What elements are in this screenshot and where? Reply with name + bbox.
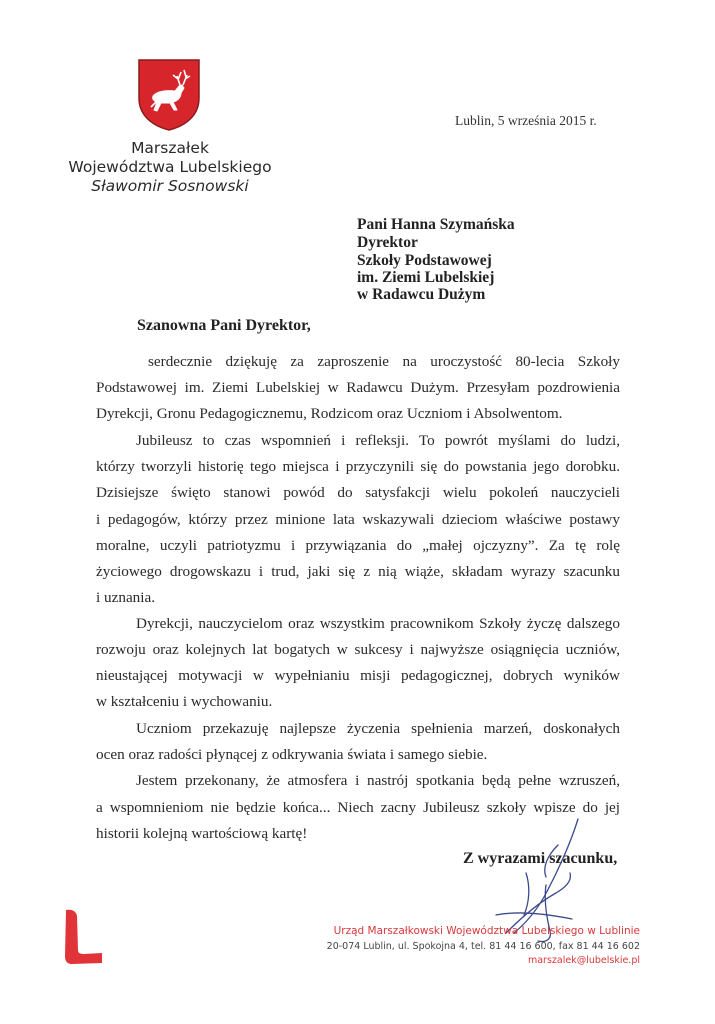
body-line: nieustającej motywacji w wypełnianiu misji pedagogicznej, dobrych wyników [96,667,620,684]
footer-address: 20-074 Lublin, ul. Spokojna 4, tel. 81 44 16 600, fax 81 44 16 602 [326,941,640,952]
body-line: ocen oraz radości płynącej z odkrywania świata i samego siebie. [96,746,488,763]
body-line: Dzisiejsze święto stanowi powód do satysfakcji wielu pokoleń nauczycieli [96,484,620,501]
body-line: Dyrekcji, Gronu Pedagogicznemu, Rodzicom oraz Uczniom i Absolwentom. [96,405,563,422]
body-line: i uznania. [96,589,156,606]
sender-name: Sławomir Sosnowski [91,177,249,195]
body-line: historii kolejną wartościową kartę! [96,825,308,842]
body-line: Podstawowej im. Ziemi Lubelskiej w Radawcu Dużym. Przesyłam pozdrowienia [96,379,620,396]
recipient-line: im. Ziemi Lubelskiej [357,269,495,286]
body-line: moralne, uczyli patriotyzmu i przywiązania do „małej ojczyzny”. Za tę rolę [96,537,620,554]
recipient-line: Dyrektor [357,234,418,251]
footer-organization: Urząd Marszałkowski Województwa Lubelskiego w Lublinie [333,925,640,937]
body-line: serdecznie dziękuję za zaproszenie na uroczystość 80-lecia Szkoły [148,353,620,370]
body-line: w kształceniu i wychowaniu. [96,693,273,710]
recipient-line: Pani Hanna Szymańska [357,216,515,233]
closing-phrase: Z wyrazami szacunku, [463,850,618,867]
lublin-voivodeship-crest-icon [137,58,201,132]
body-line: którzy tworzyli historię tego miejsca i przyczynili się do powstania jego dorobku. [96,458,620,475]
footer-email: marszalek@lubelskie.pl [527,955,640,966]
body-line: Jestem przekonany, że atmosfera i nastrój spotkania będą pełne wzruszeń, [136,772,620,789]
letter-date: Lublin, 5 września 2015 r. [455,113,597,128]
body-line: życiowego drogowskazu i trud, jaki się z nią wiąże, składam wyrazy szacunku [96,563,620,580]
sender-organization: Województwa Lubelskiego [68,158,272,176]
body-line: i pedagogów, którzy przez minione lata wskazywali dzieciom właściwe postawy [96,511,620,528]
body-line: Jubileusz to czas wspomnień i refleksji. To powrót myślami do ludzi, [136,432,620,449]
body-line: Uczniom przekazuję najlepsze życzenia spełnienia marzeń, doskonałych [136,720,620,737]
lubelskie-l-logo-icon [62,906,106,966]
body-line: rozwoju oraz kolejnych lat bogatych w sukcesy i najwyższe osiągnięcia uczniów, [96,641,620,658]
recipient-line: w Radawcu Dużym [357,286,486,303]
recipient-line: Szkoły Podstawowej [357,252,492,269]
body-line: a wspomnieniom nie będzie końca... Niech zacny Jubileusz szkoły wpisze do jej [96,799,620,816]
body-line: Dyrekcji, nauczycielom oraz wszystkim pracownikom Szkoły życzę dalszego [136,615,620,632]
sender-title: Marszałek [131,139,209,157]
greeting: Szanowna Pani Dyrektor, [137,317,311,334]
